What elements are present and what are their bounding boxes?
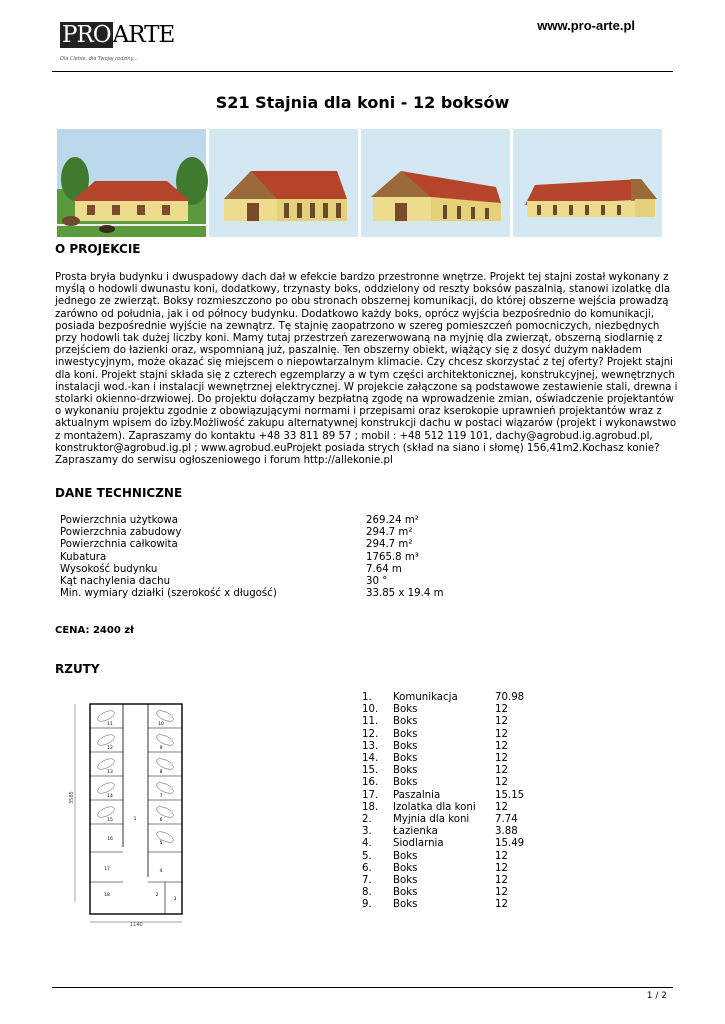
plan-label: 1 (133, 817, 137, 822)
photo-stable-view-3 (361, 129, 510, 237)
tech-row (60, 527, 444, 539)
room-number: 6. (362, 862, 372, 874)
room-row (362, 765, 524, 777)
plans-heading: RZUTY (55, 662, 100, 676)
room-name: Boks (393, 875, 418, 887)
tech-label: Powierzchnia użytkowa (60, 515, 178, 526)
logo-pro: PRO (62, 22, 111, 48)
room-row (362, 741, 524, 753)
site-url[interactable]: www.pro-arte.pl (537, 18, 635, 33)
logo-arte: ARTE (112, 22, 175, 48)
room-number: 7. (362, 875, 372, 887)
tech-value: 7.64 m (366, 563, 402, 575)
room-row (362, 692, 524, 704)
photo-stable-pasture (57, 129, 206, 237)
pro-arte-logo (60, 22, 175, 66)
room-area: 15.15 (495, 789, 525, 801)
room-row (362, 716, 524, 728)
room-number: 13. (362, 740, 379, 752)
tech-label: Kubatura (60, 551, 107, 563)
room-area: 12 (495, 887, 508, 899)
room-number: 4. (362, 838, 372, 850)
tech-value: 294.7 m² (366, 539, 413, 551)
plan-label: 16 (107, 837, 113, 842)
room-name: Myjnia dla koni (393, 814, 470, 826)
room-name: Boks (393, 704, 418, 716)
room-number: 18. (362, 801, 379, 813)
plan-label: 5 (159, 841, 163, 846)
room-area: 12 (495, 801, 508, 813)
room-row (362, 875, 524, 887)
room-area: 12 (495, 753, 508, 765)
plan-label: 10 (158, 722, 164, 727)
room-number: 16. (362, 777, 379, 789)
room-area: 12 (495, 875, 508, 887)
tech-row (60, 515, 444, 527)
room-number: 5. (362, 850, 372, 862)
floor-plan (70, 692, 190, 927)
room-number: 11. (362, 716, 379, 728)
room-name: Boks (393, 850, 418, 862)
room-row (362, 790, 524, 802)
photo-stable-view-4 (513, 129, 662, 237)
rooms-list (362, 692, 524, 912)
room-area: 12 (495, 777, 508, 789)
plan-label: 13 (107, 770, 113, 775)
room-number: 8. (362, 887, 372, 899)
room-name: Boks (393, 899, 418, 911)
tech-value: 1765.8 m³ (366, 551, 419, 563)
plan-label: 8 (159, 770, 163, 775)
tech-label: Powierzchnia całkowita (60, 539, 178, 551)
plan-label: 4 (159, 869, 163, 874)
tech-value: 269.24 m² (366, 515, 419, 526)
room-area: 12 (495, 740, 508, 752)
room-row (362, 899, 524, 911)
room-number: 9. (362, 899, 372, 911)
photo-stable-view-2 (209, 129, 358, 237)
tech-row (60, 588, 444, 600)
room-name: Łazienka (393, 826, 438, 838)
logo-wordmark (60, 22, 175, 48)
room-row (362, 887, 524, 899)
room-row (362, 777, 524, 789)
price: CENA: 2400 zł (55, 625, 134, 636)
plan-label: 18 (104, 893, 110, 898)
tech-row (60, 552, 444, 564)
room-area: 12 (495, 765, 508, 777)
plan-label: 7 (159, 794, 163, 799)
room-row (362, 802, 524, 814)
plan-label: 11 (107, 722, 113, 727)
tech-row (60, 539, 444, 551)
room-row (362, 729, 524, 741)
room-number: 12. (362, 728, 379, 740)
room-area: 12 (495, 862, 508, 874)
room-row (362, 826, 524, 838)
tech-label: Min. wymiary działki (szerokość x długość) (60, 588, 277, 600)
header-divider (52, 71, 673, 72)
tech-value: 30 ° (366, 576, 388, 588)
plan-dim-side: 3585 (69, 791, 75, 804)
room-row (362, 838, 524, 850)
tech-value: 294.7 m² (366, 527, 413, 539)
room-area: 12 (495, 850, 508, 862)
tech-table (60, 515, 444, 600)
tech-value: 33.85 x 19.4 m (366, 588, 444, 600)
room-row (362, 814, 524, 826)
tech-label: Kąt nachylenia dachu (60, 576, 171, 588)
about-text: Prosta bryła budynku i dwuspadowy dach dał w efekcie bardzo przestronne wnętrze. Projekt tej stajni został wykonany z myślą o hodowli dwunastu koni, dodatkowy, trzynasty boks, oddzielony od reszty boksów paszalnią, stanowi izolatkę dla jednego ze zwierząt. Boksy rozmieszczono po obu stronach obszernej komunikacji, do której obszerne wejścia prowadzą zarówno od południa, jak i od północy budynku. Dodatkowo każdy boks, oprócz wyjścia bezpośrednio do komunikacji, posiada bezpośrednie wyjście na zewnątrz. Tę stajnię zaopatrzono w szereg pomieszczeń pomocniczych, niezbędnych przy hodowli tak dużej liczby koni. Mamy tutaj przestrzeń zarezerwowaną na myjnię dla zwierząt, obszerną siodlarnię z przejściem do łazienki oraz, wspomnianą już, paszalnię. Ten obszerny obiekt, wiążący się z dosyć dużym nakładem inwestycyjnym, może okazać się miejscem o niepowtarzalnym klimacie. Czy chcesz skorzystać z tej oferty? Projekt stajni dla koni. Projekt stajni składa się z czterech egzemplarzy a w tym części architektonicznej, konstrukcyjnej, wewnętrznych instalacji wod.-kan i instalacji wewnętrznej elektrycznej. W projekcie załączone są podstawowe zestawienie stali, drewna i stolarki okienno-drzwiowej. Do projektu dołączamy bezpłatną zgodę na wprowadzenie zmian, oświadczenie projektantów o wykonaniu projektu zgodnie z obowiązującymi normami i przepisami oraz kserokopie uprawnień projektantów wraz z aktualnym wpisem do izby.Możliwość zakupu alternatywnej konstrukcji dachu w postaci wiązarów (projekt i wykonawstwo z montażem). Zapraszamy do kontaktu +48 33 811 89 57 ; mobil : +48 512 119 101, dachy@agrobud.ig.agrobud.pl, konstruktor@agrobud.ig.pl ; www.agrobud.euProjekt posiada strych (skład na siano i słomę) 156,41m2.Kochasz konie? Zapraszamy do serwisu ogłoszeniowego i forum http://allekonie.pl (55, 272, 678, 467)
logo-tagline: Dla Ciebie, dla Twojej rodziny... (60, 56, 138, 62)
room-number: 17. (362, 789, 379, 801)
room-name: Paszalnia (393, 789, 441, 801)
tech-row (60, 576, 444, 588)
room-area: 12 (495, 716, 508, 728)
plan-dim-bottom: 1140 (130, 922, 143, 928)
about-heading: O PROJEKCIE (55, 242, 141, 256)
tech-heading: DANE TECHNICZNE (55, 486, 183, 500)
room-row (362, 704, 524, 716)
room-number: 1. (362, 692, 372, 703)
plan-label: 15 (107, 818, 113, 823)
room-area: 12 (495, 899, 508, 911)
plan-label: 2 (155, 893, 159, 898)
room-name: Izolatka dla koni (393, 801, 476, 813)
room-area: 3.88 (495, 826, 518, 838)
room-name: Boks (393, 716, 418, 728)
room-name: Boks (393, 862, 418, 874)
room-name: Boks (393, 753, 418, 765)
tech-label: Powierzchnia zabudowy (60, 527, 182, 539)
room-number: 15. (362, 765, 379, 777)
room-number: 2. (362, 814, 372, 826)
room-row (362, 851, 524, 863)
tech-label: Wysokość budynku (60, 563, 158, 575)
room-name: Boks (393, 765, 418, 777)
room-area: 7.74 (495, 814, 518, 826)
room-row (362, 753, 524, 765)
room-area: 70.98 (495, 692, 525, 703)
plan-label: 9 (159, 746, 163, 751)
room-name: Boks (393, 728, 418, 740)
room-name: Komunikacja (393, 692, 458, 703)
room-name: Boks (393, 887, 418, 899)
plan-label: 6 (159, 818, 163, 823)
plan-label: 12 (107, 746, 113, 751)
plan-label: 17 (104, 867, 110, 872)
room-name: Boks (393, 777, 418, 789)
room-area: 12 (495, 728, 508, 740)
page-title: S21 Stajnia dla koni - 12 boksów (215, 93, 510, 112)
room-area: 12 (495, 704, 508, 716)
plan-label: 14 (107, 794, 113, 799)
plan-label: 3 (173, 897, 177, 902)
room-row (362, 863, 524, 875)
room-name: Siodlarnia (393, 838, 444, 850)
room-number: 3. (362, 826, 372, 838)
room-name: Boks (393, 740, 418, 752)
room-number: 14. (362, 753, 379, 765)
tech-row (60, 564, 444, 576)
page-number: 1 / 2 (646, 991, 667, 1001)
footer-divider (52, 987, 673, 988)
room-number: 10. (362, 704, 379, 716)
room-area: 15.49 (495, 838, 525, 850)
